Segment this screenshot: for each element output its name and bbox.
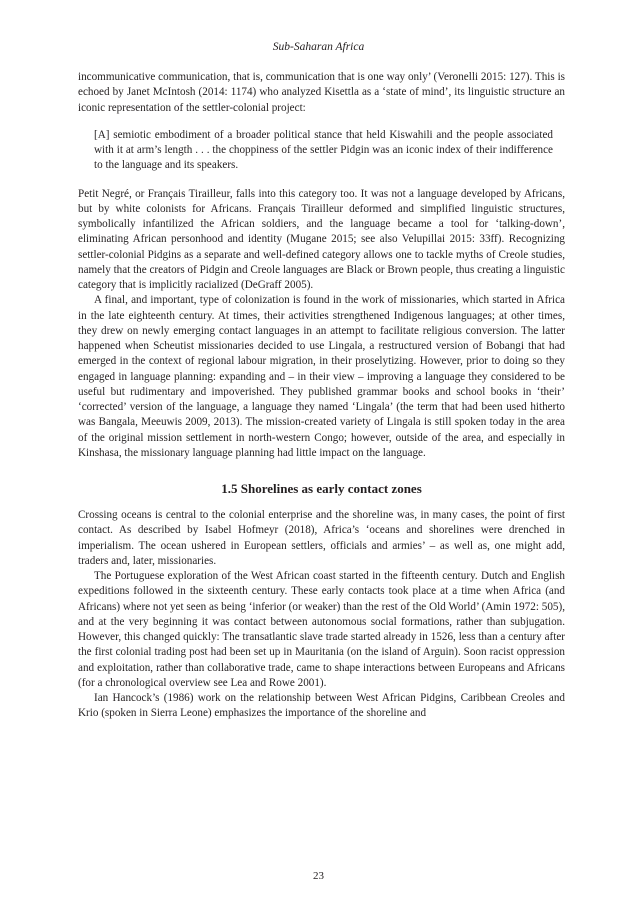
running-head: Sub-Saharan Africa xyxy=(272,41,365,53)
paragraph: Crossing oceans is central to the colonial enterprise and the shoreline was, in many cases, the point of first contact. As described by Isabel Hofmeyr (2018), Africa’s ‘oceans and shorelines were drenched in imperialism. The ocean ushered in European settlers, officials and armies’ – as well as, one might add, traders and, later, missionaries. xyxy=(78,509,565,567)
body-text xyxy=(78,70,565,722)
paragraph: Ian Hancock’s (1986) work on the relationship between West African Pidgins, Caribbean Creoles and Krio (spoken in Sierra Leone) emphasizes the importance of the shoreline and xyxy=(78,692,565,720)
paragraph: The Portuguese exploration of the West African coast started in the fifteenth century. Dutch and English expeditions followed in the sixteenth century. These early contacts took place at a time when Africa (and Africans) where not yet seen as being ‘inferior (or weaker) than the rest of the Old World’ (Amin 1972: 505), and at the very beginning it was contact between autonomous social formations, rather than subjugation. However, this changed quickly: The transatlantic slave trade started already in 1526, less than a century after the first colonial trading post had been set up in Mauritania (on the island of Arguin). Soon racist oppression and exploitation, rather than collaborative trade, came to shape interactions between Europeans and Africans (for a chronological overview see Lea and Rowe 2001). xyxy=(78,570,565,689)
page-number: 23 xyxy=(313,870,324,882)
paragraph: incommunicative communication, that is, communication that is one way only’ (Veronelli 2015: 127). This is echoed by Janet McIntosh (2014: 1174) who analyzed Kisettla as a ‘state of mind’, its linguistic structure an iconic representation of the settler-colonial project: xyxy=(78,71,565,114)
block-quote: [A] semiotic embodiment of a broader political stance that held Kiswahili and the people associated with it at arm’s length . . . the choppiness of the settler Pidgin was an iconic index of their indifference to the language and its speakers. xyxy=(94,128,553,172)
paragraph: A final, and important, type of colonization is found in the work of missionaries, which started in Africa in the late eighteenth century. At times, their activities strengthened Indigenous languages; at other times, they drew on newly emerging contact languages in an attempt to facilitate religious conversion. The latter happened when Scheutist missionaries decided to use Lingala, a restructured version of Bobangi that had emerged in the context of regional labour migration, in their proselytizing. However, prior to doing so they engaged in language planning: expanding and – in their view – improving a language they considered to be useful but rudimentary and impoverished. They published grammar books and school books in ‘their’ ‘corrected’ version of the language, a language they named ‘Lingala’ (the term that had been used hitherto was Bangala, Meeuwis 2009, 2013). The mission-created variety of Lingala is still spoken today in the area of the original mission settlement in north-western Congo; however, outside of the area, and especially in Kinshasa, the missionary language planning had little impact on the language. xyxy=(78,294,565,459)
section-heading: 1.5 Shorelines as early contact zones xyxy=(221,481,422,496)
paragraph: Petit Negré, or Français Tirailleur, falls into this category too. It was not a language developed by Africans, but by white colonists for Africans. Français Tirailleur deformed and simplified linguistic structures, symbolically infantilized the African soldiers, and the language became a tool for ‘talking-down’, eliminating African personhood and identity (Mugane 2015; see also Velupillai 2015: 33ff). Recognizing settler-colonial Pidgins as a separate and well-defined category allows one to tackle myths of Creole studies, namely that the creators of Pidgin and Creole languages are Black or Brown people, thus creating a linguistic category that is implicitly racialized (DeGraff 2005). xyxy=(78,187,565,291)
